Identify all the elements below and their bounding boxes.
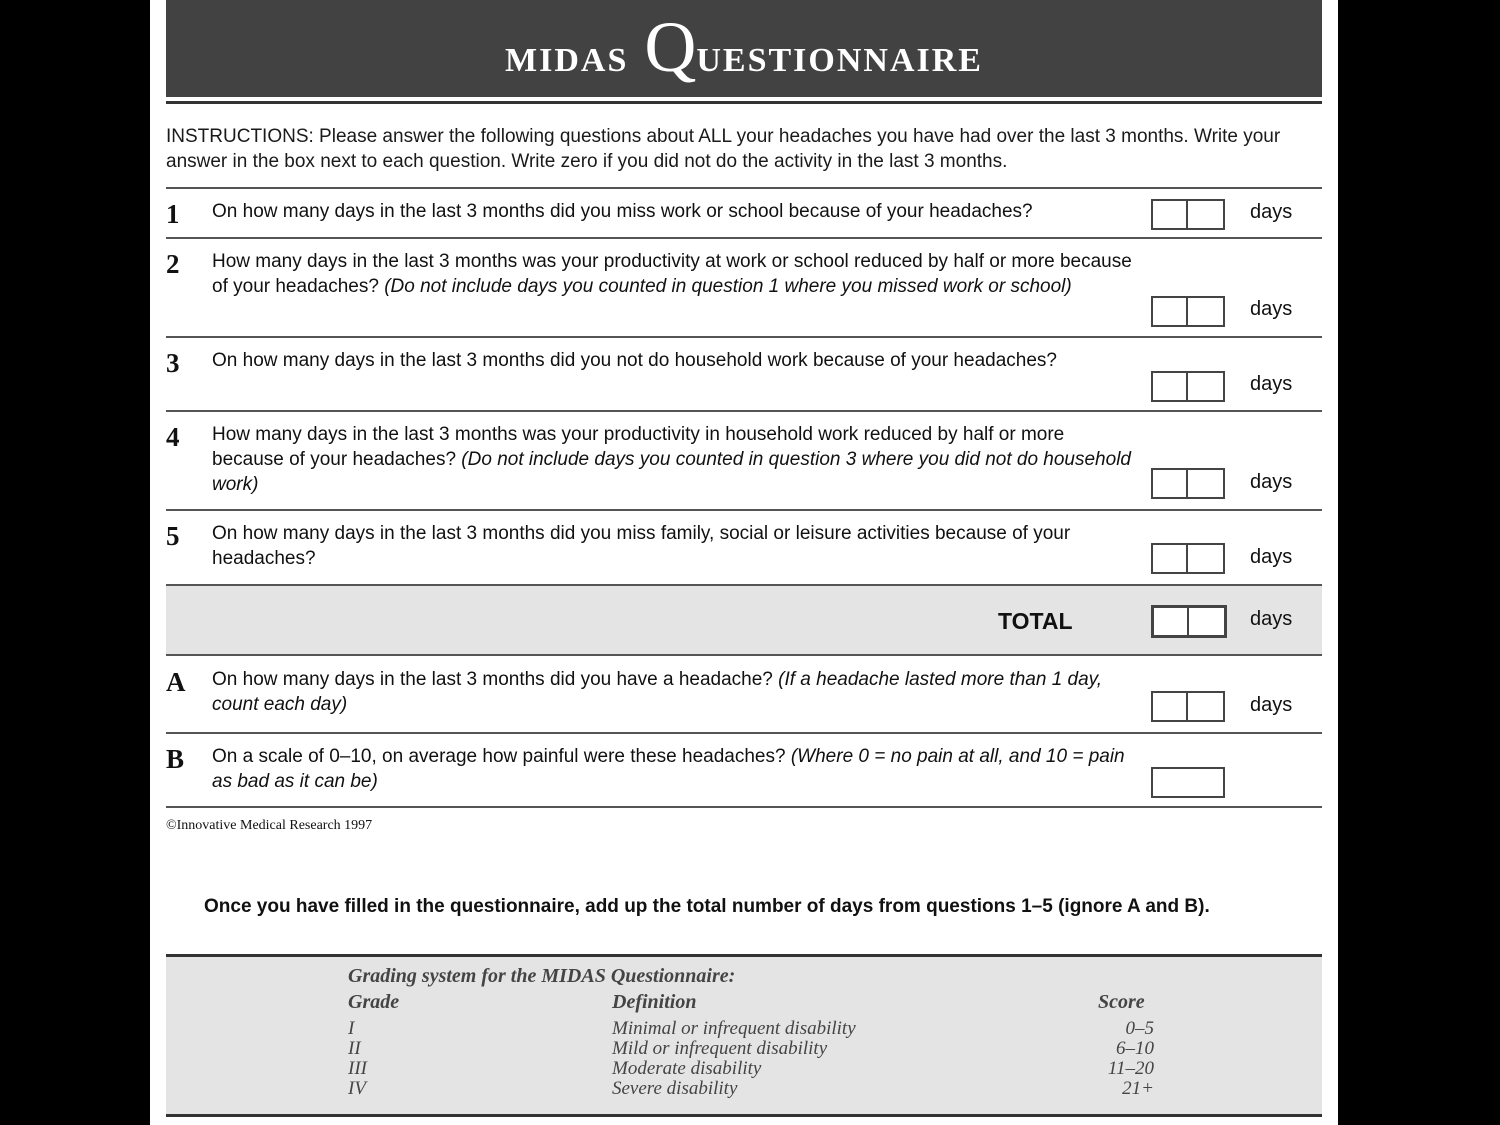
unit-label: days bbox=[1250, 201, 1293, 223]
score-cell: 6–10 bbox=[1116, 1038, 1154, 1059]
page-title bbox=[505, 7, 983, 87]
question-text bbox=[212, 348, 1132, 373]
question-text bbox=[212, 521, 1132, 571]
unit-label: days bbox=[1250, 471, 1293, 493]
box-divider bbox=[1186, 373, 1188, 400]
copyright-notice: ©Innovative Medical Research 1997 bbox=[166, 818, 373, 833]
question-note: (Where 0 = no pain at all, and 10 = pain as bad as it can be) bbox=[212, 746, 1125, 792]
question-prompt: How many days in the last 3 months was your productivity in household work reduced by half or more because of your headaches? bbox=[212, 424, 1065, 470]
answer-box-qa[interactable] bbox=[1151, 691, 1225, 722]
question-number: B bbox=[166, 744, 185, 774]
question-row-1 bbox=[166, 187, 1322, 237]
box-divider bbox=[1186, 693, 1188, 720]
question-note: (Do not include days you counted in question 1 where you missed work or school) bbox=[384, 276, 1072, 297]
question-row-a bbox=[166, 657, 1322, 731]
answer-box-qb[interactable] bbox=[1151, 767, 1225, 798]
score-cell: 0–5 bbox=[1125, 1018, 1154, 1039]
title-word-midas: MIDAS bbox=[505, 42, 629, 79]
question-prompt: On how many days in the last 3 months did you miss family, social or leisure activities because of your headaches? bbox=[212, 523, 1071, 569]
question-row-4 bbox=[166, 410, 1322, 509]
question-number: A bbox=[166, 667, 186, 697]
question-prompt: How many days in the last 3 months was your productivity at work or school reduced by half or more because of your headaches? bbox=[212, 251, 1132, 297]
grade-cell: I bbox=[348, 1018, 355, 1039]
question-note: (If a headache lasted more than 1 day, count each day) bbox=[212, 669, 1103, 715]
unit-label: days bbox=[1250, 373, 1293, 395]
total-row bbox=[166, 584, 1322, 656]
question-number: 5 bbox=[166, 521, 180, 551]
unit-label: days bbox=[1250, 298, 1293, 320]
questions-bottom-rule bbox=[166, 806, 1322, 808]
score-cell: 21+ bbox=[1122, 1078, 1154, 1099]
answer-box-q5[interactable] bbox=[1151, 543, 1225, 574]
question-prompt: On how many days in the last 3 months did you miss work or school because of your headaches? bbox=[212, 201, 1033, 222]
answer-box-total[interactable] bbox=[1151, 605, 1227, 638]
definition-cell: Minimal or infrequent disability bbox=[612, 1018, 856, 1039]
title-word-questionnaire: UESTIONNAIRE bbox=[696, 42, 983, 79]
title-initial-q: Q bbox=[644, 7, 699, 87]
grade-cell: III bbox=[348, 1058, 367, 1079]
box-divider bbox=[1186, 545, 1188, 572]
grading-table bbox=[166, 954, 1322, 1117]
grade-cell: II bbox=[348, 1038, 361, 1059]
score-cell: 11–20 bbox=[1107, 1058, 1154, 1079]
question-row-5 bbox=[166, 509, 1322, 584]
box-divider bbox=[1186, 470, 1188, 497]
question-prompt: On how many days in the last 3 months did you have a headache? bbox=[212, 669, 773, 690]
grading-header-grade: Grade bbox=[348, 991, 400, 1013]
total-label: TOTAL bbox=[998, 608, 1073, 634]
question-row-2 bbox=[166, 237, 1322, 336]
definition-cell: Mild or infrequent disability bbox=[612, 1038, 828, 1059]
box-divider bbox=[1186, 298, 1188, 325]
answer-box-q3[interactable] bbox=[1151, 371, 1225, 402]
question-text bbox=[212, 249, 1132, 299]
grade-cell: IV bbox=[348, 1078, 366, 1099]
title-banner bbox=[166, 0, 1322, 97]
definition-cell: Moderate disability bbox=[612, 1058, 762, 1079]
answer-box-q2[interactable] bbox=[1151, 296, 1225, 327]
answer-box-q4[interactable] bbox=[1151, 468, 1225, 499]
questionnaire-page bbox=[150, 0, 1338, 1125]
question-row-3 bbox=[166, 336, 1322, 410]
question-text bbox=[212, 199, 1132, 224]
grading-header-score: Score bbox=[1098, 991, 1145, 1013]
question-number: 4 bbox=[166, 422, 180, 452]
question-note: (Do not include days you counted in question 3 where you did not do household work) bbox=[212, 449, 1131, 495]
question-number: 2 bbox=[166, 249, 180, 279]
unit-label: days bbox=[1250, 694, 1293, 716]
unit-label: days bbox=[1250, 546, 1293, 568]
unit-label: days bbox=[1250, 608, 1293, 630]
question-row-b bbox=[166, 732, 1322, 807]
question-text bbox=[212, 744, 1132, 794]
question-number: 1 bbox=[166, 199, 180, 229]
definition-cell: Severe disability bbox=[612, 1078, 738, 1099]
question-text bbox=[212, 667, 1132, 717]
question-prompt: On a scale of 0–10, on average how painful were these headaches? bbox=[212, 746, 786, 767]
grading-title: Grading system for the MIDAS Questionnaire: bbox=[348, 965, 736, 987]
grading-header-definition: Definition bbox=[612, 991, 697, 1013]
scoring-instruction: Once you have filled in the questionnaire, add up the total number of days from questions 1–5 (ignore A and B). bbox=[204, 896, 1210, 917]
question-text bbox=[212, 422, 1132, 497]
question-number: 3 bbox=[166, 348, 180, 378]
box-divider bbox=[1187, 608, 1189, 635]
answer-box-q1[interactable] bbox=[1151, 199, 1225, 230]
question-prompt: On how many days in the last 3 months did you not do household work because of your headaches? bbox=[212, 350, 1057, 371]
box-divider bbox=[1186, 201, 1188, 228]
instructions-text: INSTRUCTIONS: Please answer the following questions about ALL your headaches you have had over the last 3 months. Write your answer in the box next to each question. Write zero if you did not do the activity in the last 3 months. bbox=[166, 126, 1281, 172]
header-divider bbox=[166, 101, 1322, 104]
